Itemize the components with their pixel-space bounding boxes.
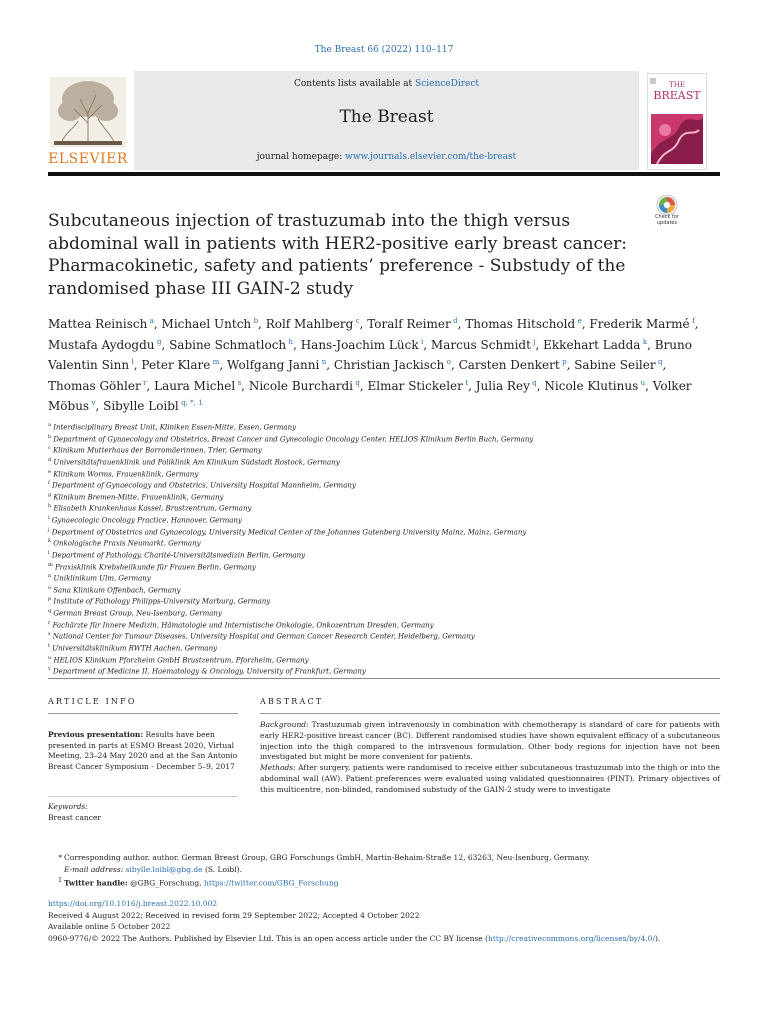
background-label: Background: (260, 720, 309, 729)
footnotes (48, 852, 720, 889)
author-affiliation-mark[interactable]: r (143, 378, 147, 387)
author-affiliation-mark[interactable]: m (212, 358, 220, 366)
journal-reference-link[interactable]: The Breast 66 (2022) 110–117 (314, 45, 454, 55)
affiliation-item (48, 491, 728, 503)
methods-text: After surgery, patients were randomised to receive either subcutaneous trastuzumab into the thigh or into the abdominal wall (AW). Patient preferences were evaluated using validated questionnaires (PINT). Primary objectives of this multicentre, non-blinded, randomised substudy of the GAIN-2 study were to investigate (260, 763, 720, 794)
author-name-text: Elmar Stickeler (367, 378, 463, 393)
affiliation-item (48, 526, 728, 538)
author-name[interactable] (543, 338, 647, 352)
twitter-label: Twitter handle: (64, 878, 128, 888)
corresponding-author-note (48, 852, 720, 864)
author-name[interactable] (169, 338, 293, 352)
author-name-text: Nicole Klutinus (544, 378, 639, 393)
methods-label: Methods: (260, 763, 296, 773)
author-name-text: Frederik Marmé (589, 317, 690, 331)
author-name-text: Julia Rey (475, 378, 530, 393)
affiliation-key: h (48, 503, 52, 510)
check-updates-line2: updates (656, 219, 678, 226)
author-name[interactable] (266, 317, 360, 331)
author-name-text: Peter Klare (141, 358, 211, 372)
affiliation-text: National Center for Tumour Diseases, University Hospital and German Cancer Research Center, Heidelberg, Germany (50, 632, 475, 641)
affiliation-key: g (48, 491, 52, 498)
author-affiliation-mark[interactable]: e (577, 317, 582, 325)
affiliation-item (48, 468, 728, 480)
author-name-text: Christian Jackisch (333, 358, 445, 372)
affiliation-text: Universitätsfrauenklinik und Poliklinik Am Klinikum Südstadt Rostock, Germany (51, 458, 340, 467)
affiliation-item (48, 514, 728, 526)
cover-title: BREAST (653, 89, 701, 102)
contents-prefix: Contents lists available at (294, 79, 416, 89)
affiliation-item (48, 444, 728, 456)
section-divider (48, 678, 720, 679)
cover-the: THE (669, 81, 685, 89)
affiliation-key: s (48, 631, 51, 638)
license-suffix: ). (654, 933, 661, 943)
affiliation-text: HELIOS Klinikum Pforzheim GmbH Brustzentrum, Pforzheim, Germany (51, 655, 309, 664)
affiliation-key: p (48, 596, 52, 603)
corr-mark: * (58, 853, 62, 862)
author-name-text: Mattea Reinisch (48, 317, 148, 331)
twitter-link[interactable]: https://twitter.com/GBG_Forschung (204, 878, 339, 888)
received-dates: Received 4 August 2022; Received in revised form 29 September 2022; Accepted 4 October 2022 (48, 910, 420, 920)
affiliation-key: q (48, 608, 52, 614)
affiliation-item (48, 572, 728, 584)
author-name-text: Bruno Valentin Sinn (48, 337, 692, 372)
affiliation-text: Klinikum Mutterhaus der Borromäerinnen, Trier, Germany (50, 446, 262, 455)
author-name[interactable] (476, 379, 537, 393)
article-title: Subcutaneous injection of trastuzumab into the thigh versus abdominal wall in patients with HER2-positive early breast cancer: Pharmacokinetic, safety and patients’ preference - Substudy of the randomised phase III GAIN-2 study (48, 211, 627, 299)
author-name-text: Volker Möbus (48, 378, 692, 413)
twitter-note (48, 875, 720, 889)
previous-presentation-text: Results have been presented in parts at ESMO Breast 2020, Virtual Meeting, 23–24 May 2020 and at the San Antonio Breast Cancer Symposium - December 5–9, 2017 (48, 730, 238, 771)
author-name-text: Marcus Schmidt (430, 337, 531, 352)
author-name[interactable] (103, 399, 202, 413)
author-name[interactable] (431, 338, 536, 352)
author-affiliation-mark[interactable]: s (237, 378, 242, 387)
affiliation-key: k (48, 538, 52, 545)
affiliation-item (48, 433, 728, 445)
abstract-body (260, 720, 720, 796)
affiliation-text: German Breast Group, Neu-Isenburg, Germany (51, 609, 222, 618)
author-name[interactable] (48, 379, 146, 393)
email-note (48, 864, 720, 876)
author-name[interactable] (48, 317, 154, 331)
contents-line (134, 79, 639, 89)
affiliation-item (48, 456, 728, 468)
affiliation-key: f (48, 480, 50, 487)
affiliation-list (48, 421, 728, 677)
corr-text: Corresponding author. author. German Breast Group, GBG Forschungs GmbH, Martin-Behaim-Straße 12, 63263, Neu-Isenburg, Germany. (64, 853, 590, 862)
affiliation-item (48, 619, 728, 631)
author-name[interactable] (249, 379, 360, 393)
keywords-block (48, 802, 238, 823)
author-name[interactable] (141, 358, 219, 372)
check-updates-label (648, 215, 686, 226)
affiliation-item (48, 630, 728, 642)
author-name-text: Michael Untch (161, 317, 252, 331)
author-affiliation-mark[interactable]: c (355, 317, 360, 325)
author-affiliation-mark[interactable]: g (156, 337, 162, 346)
affiliation-key: o (48, 584, 52, 591)
author-name-text: Mustafa Aydogdu (48, 337, 155, 352)
affiliation-item (48, 654, 728, 666)
author-name-text: Carsten Denkert (458, 358, 560, 372)
abstract-heading: ABSTRACT (260, 697, 324, 706)
affiliation-text: Sana Klinikum Offenbach, Germany (51, 586, 181, 595)
author-name-text: Wolfgang Janni (227, 358, 320, 372)
affiliation-key: n (48, 573, 52, 580)
affiliation-text: Institute of Pathology Philipps-University Marburg, Germany (51, 597, 271, 606)
affiliation-text: Uniklinikum Ulm, Germany (51, 574, 151, 583)
author-name-text: Thomas Hitschold (465, 317, 576, 331)
affiliation-key: d (48, 456, 52, 463)
available-online: Available online 5 October 2022 (48, 922, 171, 931)
author-affiliation-mark[interactable]: k (642, 337, 648, 346)
journal-header (48, 71, 720, 170)
affiliation-item (48, 595, 728, 607)
sciencedirect-link[interactable]: ScienceDirect (415, 79, 479, 89)
author-affiliation-mark[interactable]: n (321, 358, 327, 366)
previous-presentation (48, 730, 238, 772)
author-name-text: Ekkehart Ladda (543, 337, 641, 352)
affiliation-text: Interdisciplinary Breast Unit, Kliniken Essen-Mitte, Essen, Germany (50, 423, 297, 432)
journal-homepage-link[interactable]: www.journals.elsevier.com/the-breast (345, 152, 517, 162)
author-name-text: Sibylle Loibl (103, 399, 179, 413)
author-name[interactable] (574, 358, 662, 372)
elsevier-logo[interactable] (48, 71, 128, 170)
article-info-rule (48, 713, 238, 714)
keywords-rule (48, 796, 238, 797)
email-suffix: (S. Loibl). (202, 864, 242, 874)
affiliation-item (48, 421, 728, 433)
author-affiliation-mark[interactable]: o (446, 358, 451, 366)
author-name-text: Rolf Mahlberg (265, 317, 354, 331)
homepage-line (134, 152, 639, 162)
check-updates-icon (648, 194, 686, 216)
license-line (48, 933, 720, 945)
background-text: Trastuzumab given intravenously in combination with chemotherapy is standard of care for patients with early HER2-positive breast cancer (BC). Different randomised studies have shown equivalent efficacy of a subcutaneous injection into the thigh compared to the intravenous formulation. Other body regions for injection have not been investigated but might be more convenient for patients. (260, 720, 720, 762)
author-name[interactable] (48, 338, 161, 352)
author-affiliation-mark[interactable]: p (562, 358, 567, 366)
author-name[interactable] (459, 358, 567, 372)
author-affiliation-mark[interactable]: h (288, 337, 294, 346)
affiliation-text: Department of Medicine II, Haematology & Oncology, University of Frankfurt, Germany (50, 667, 366, 676)
affiliation-item (48, 584, 728, 596)
affiliation-text: Department of Gynaecology and Obstetrics, Breast Cancer and Gynecologic Oncology Center, HELIOS Klinikum Berlin Buch, Germany (51, 434, 534, 443)
author-name[interactable] (162, 317, 259, 331)
affiliation-item (48, 549, 728, 561)
author-affiliation-mark[interactable]: b (253, 317, 259, 325)
affiliation-item (48, 665, 728, 677)
license-prefix: 0960-9776/© 2022 The Authors. Published by Elsevier Ltd. This is an open access article under the CC BY license ( (48, 933, 489, 943)
twitter-mark: 1 (58, 877, 62, 884)
author-name-text: Hans-Joachim Lück (300, 337, 419, 352)
author-affiliation-mark[interactable]: t (465, 378, 469, 387)
keywords-label: Keywords: (48, 802, 88, 811)
affiliation-key: l (48, 549, 50, 556)
affiliation-key: r (48, 619, 51, 626)
journal-cover-thumbnail[interactable] (647, 73, 707, 170)
license-link[interactable]: http://creativecommons.org/licenses/by/4.0/ (488, 933, 655, 943)
author-name-text: Sabine Schmatloch (169, 337, 287, 352)
affiliation-key: a (48, 422, 51, 428)
check-for-updates-button[interactable] (648, 194, 686, 232)
affiliation-item (48, 642, 728, 654)
header-rule (48, 172, 720, 176)
affiliation-item (48, 537, 728, 549)
author-name[interactable] (465, 317, 582, 331)
author-name-text: Toralf Reimer (367, 317, 451, 331)
affiliation-text: Praxisklinik Krebsheilkunde für Frauen Berlin, Germany (52, 562, 256, 571)
affiliation-text: Fachärzte für Innere Medizin, Hämatologie und Internistische Onkologie, Onkozentrum Dresden, Germany (50, 620, 434, 629)
author-name[interactable] (227, 358, 326, 372)
affiliation-text: Universitätsklinikum RWTH Aachen, Germany (50, 644, 218, 653)
affiliation-text: Department of Pathology, Charité-Universitätsmedizin Berlin, Germany (49, 551, 306, 560)
twitter-handle: @GBG_Forschung, (127, 878, 205, 888)
author-affiliation-mark[interactable]: v (91, 399, 96, 407)
author-affiliation-mark[interactable]: a (149, 317, 154, 325)
author-name-text: Laura Michel (154, 378, 236, 393)
affiliation-key: t (48, 642, 51, 649)
article-info-heading: ARTICLE INFO (48, 697, 137, 706)
journal-name: The Breast (339, 107, 434, 127)
doi-link[interactable]: https://doi.org/10.1016/j.breast.2022.10.002 (48, 899, 218, 908)
email-link[interactable]: sibylle.loibl@gbg.de (125, 864, 203, 874)
author-name[interactable] (301, 338, 424, 352)
affiliation-text: Department of Obstetrics and Gynaecology, University Medical Center of the Johannes Gutenberg University Mainz, Mainz, Germany (49, 527, 527, 536)
affiliation-key: e (48, 468, 51, 475)
author-affiliation-mark[interactable]: j (533, 337, 536, 346)
author-affiliation-mark[interactable]: f (692, 317, 695, 325)
affiliation-key: i (48, 515, 50, 521)
affiliation-item (48, 561, 728, 573)
author-name-text: Nicole Burchardi (248, 378, 353, 393)
author-name[interactable] (334, 358, 451, 372)
author-affiliation-mark[interactable]: q, *, 1 (181, 399, 203, 407)
author-list: Mattea Reinisch $^a$, Michael Untch $^b$, Rolf Mahlberg $^c$, Toralf Reimer $^d$, Thomas Hitschold $^e$, Frederik Marmé $^f$, Mustafa Aydogdu $^g$, Sabine Schmatloch $^h$, Hans-Joachim Lück $^i$, Marcus Schmidt $^j$, Ekkehart Ladda $^k$, Bruno Valentin Sinn $^l$, Peter Klare $^m$, Wolfgang Janni $^n$, Christian Jackisch $^o$, Carsten Denkert $^p$, Sabine Seiler $^q$, Thomas Göhler $^r$, Laura Michel $^s$, Nicole Burchardi $^q$, Elmar Stickeler $^t$, Julia Rey $^q$, Nicole Klutinus $^u$, Volker Möbus $^v$, Sibylle Loibl $^{q, *, 1}$ (48, 317, 699, 413)
author-affiliation-mark[interactable]: q (657, 358, 663, 366)
publication-info (48, 898, 720, 944)
journal-info-panel (134, 71, 639, 170)
author-name-text: Sabine Seiler (574, 358, 656, 372)
affiliation-text: Department of Gynaecology and Obstetrics, University Hospital Mannheim, Germany (49, 481, 356, 490)
affiliation-item (48, 479, 728, 491)
keywords-list (48, 813, 238, 824)
author-affiliation-mark[interactable]: d (453, 317, 458, 325)
author-name[interactable] (589, 317, 694, 331)
homepage-prefix: journal homepage: (256, 152, 346, 162)
affiliation-text: Klinikum Bremen-Mitte, Frauenklinik, Germany (51, 493, 224, 502)
cover-artwork-icon (651, 114, 703, 164)
author-name[interactable] (368, 379, 469, 393)
keyword-item: Breast cancer (48, 812, 101, 822)
author-name[interactable] (367, 317, 457, 331)
affiliation-key: j (48, 526, 50, 533)
author-affiliation-mark[interactable]: q (355, 378, 360, 387)
affiliation-key: v (48, 666, 51, 673)
previous-presentation-label: Previous presentation: (48, 730, 144, 739)
affiliation-item (48, 607, 728, 619)
affiliation-text: Elisabeth Krankenhaus Kassel, Brustzentrum, Germany (51, 504, 252, 513)
email-label: E-mail address: (64, 864, 124, 874)
affiliation-text: Onkologische Praxis Neumarkt, Germany (51, 539, 201, 548)
affiliation-text: Gynaecologic Oncology Practice, Hannover, Germany (49, 516, 242, 525)
author-affiliation-mark[interactable]: q (532, 378, 537, 387)
affiliation-text: Klinikum Worms, Frauenklinik, Germany (50, 469, 199, 478)
author-affiliation-mark[interactable]: l (131, 358, 134, 366)
author-name-text: Thomas Göhler (48, 378, 141, 393)
author-name[interactable] (544, 379, 645, 393)
check-updates-line1: Check for (655, 214, 679, 220)
affiliation-key: c (48, 445, 51, 452)
author-affiliation-mark[interactable]: i (421, 337, 424, 346)
affiliation-item (48, 502, 728, 514)
affiliation-key: m (48, 561, 53, 568)
author-name[interactable] (154, 379, 241, 393)
publisher-name: ELSEVIER (48, 151, 128, 167)
abstract-rule (260, 713, 720, 714)
author-affiliation-mark[interactable]: u (640, 378, 646, 387)
affiliation-key: u (48, 654, 52, 661)
affiliation-key: b (48, 433, 52, 440)
